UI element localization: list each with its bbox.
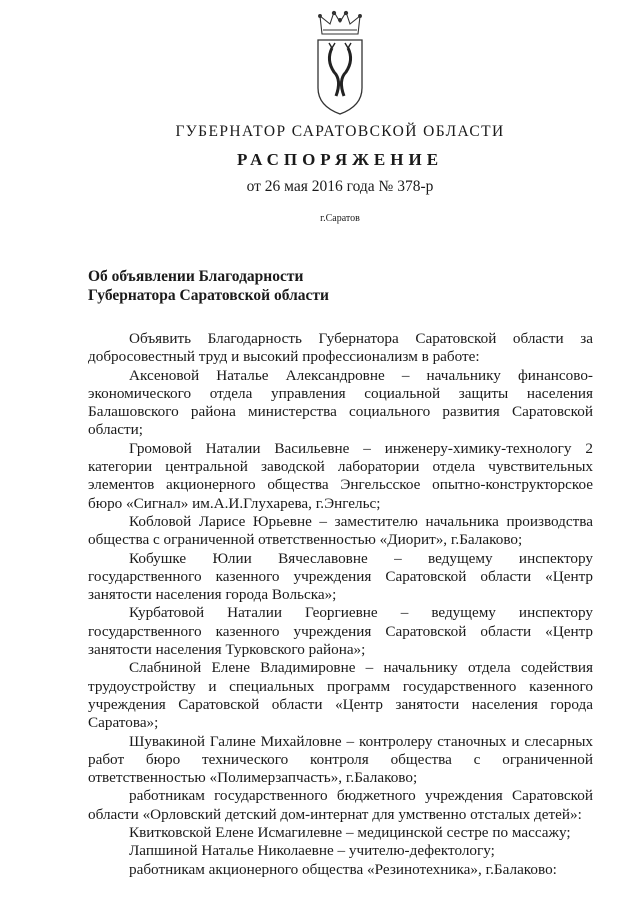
document-date-number: от 26 мая 2016 года № 378-р <box>246 178 434 195</box>
award-paragraph: Кобушке Юлии Вячеславовне – ведущему инспектору государственного казенного учреждения Саратовской области «Центр занятости населения города Вольска»; <box>88 549 593 604</box>
document-subject <box>88 267 329 305</box>
issuing-authority: ГУБЕРНАТОР САРАТОВСКОЙ ОБЛАСТИ <box>175 123 505 140</box>
award-paragraph: Курбатовой Наталии Георгиевне – ведущему инспектору государственного казенного учреждения Саратовской области «Центр занятости населения Турковского района»; <box>88 604 593 659</box>
award-group-paragraph: работникам акционерного общества «Резинотехника», г.Балаково: <box>129 860 557 878</box>
subject-line-2: Губернатора Саратовской области <box>88 287 329 304</box>
document-type-title: РАСПОРЯЖЕНИЕ <box>236 150 444 169</box>
award-paragraph: Слабниной Елене Владимировне – начальнику отдела содействия трудоустройству и специальных программ государственного казенного учреждения Саратовской области «Центр занятости населения города Саратова»; <box>88 659 593 732</box>
award-paragraph: Шувакиной Галине Михайловне – контролеру станочных и слесарных работ бюро технического контроля общества с ограниченной ответственностью «Полимерзапчасть», г.Балаково; <box>88 732 593 787</box>
document-city: г.Саратов <box>320 213 360 224</box>
coat-of-arms-emblem <box>312 10 368 118</box>
award-paragraph: Квитковской Елене Исмагилевне – медицинской сестре по массажу; <box>129 824 571 842</box>
document-body <box>88 330 593 879</box>
intro-paragraph: Объявить Благодарность Губернатора Саратовской области за добросовестный труд и высокий профессионализм в работе: <box>88 330 593 366</box>
award-paragraph: Кобловой Ларисе Юрьевне – заместителю начальника производства общества с ограниченной ответственностью «Диорит», г.Балаково; <box>88 512 593 549</box>
subject-line-1: Об объявлении Благодарности <box>88 268 304 285</box>
award-group-paragraph: работникам государственного бюджетного учреждения Саратовской области «Орловский детский дом-интернат для умственно отсталых детей»: <box>88 787 593 823</box>
award-paragraph: Громовой Наталии Васильевне – инженеру-химику-технологу 2 категории центральной заводской лаборатории отдела чувствительных элементов акционерного общества Энгельсское опытно-конструкторское бюро «Сигнал» им.А.И.Глухарева, г.Энгельс; <box>88 439 593 512</box>
award-paragraph: Аксеновой Наталье Александровне – начальнику финансово-экономического отдела управления социальной защиты населения Балашовского района министерства социального развития Саратовской области; <box>88 366 593 439</box>
award-paragraph: Лапшиной Наталье Николаевне – учителю-дефектологу; <box>129 842 495 860</box>
